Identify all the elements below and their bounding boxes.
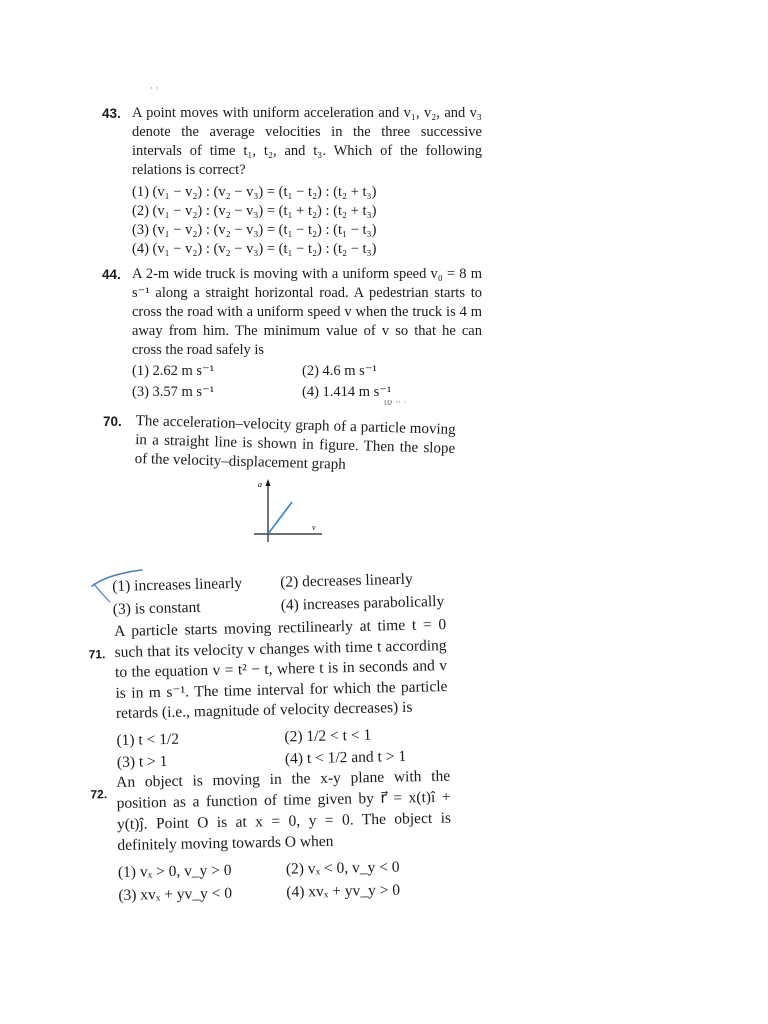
- option-1: (1) t < 1/2: [116, 730, 180, 749]
- question-72: [90, 766, 453, 906]
- question-stem: A 2-m wide truck is moving with a uniform speed v₀ = 8 m s⁻¹ along a straight horizontal road. A pedestrian starts to cross the road with a uniform speed v when the truck is 4 m away from him. The minimum value of v so that he can cross the road safely is: [132, 266, 482, 358]
- options-grid: [132, 362, 482, 402]
- question-stem: The acceleration–velocity graph of a particle moving in a straight line is shown in figure. Then the slope of the velocity–displacement graph: [134, 412, 456, 473]
- question-44: [102, 265, 482, 402]
- option-1: (1) increases linearly: [112, 574, 243, 595]
- options-grid: [112, 568, 453, 620]
- option-2: (2) decreases linearly: [279, 570, 413, 591]
- option-4: (4) xvₓ + yv_y > 0: [286, 881, 401, 901]
- scan-scrap-top: · ·: [150, 84, 159, 94]
- option-2: (2) (v₁ − v₂) : (v₂ − v₃) = (t₁ + t₂) : (t₂ + t₃): [132, 203, 377, 219]
- question-stem: An object is moving in the x-y plane with the position as a function of time given by r⃗ = x(t)î + y(t)ĵ. Point O is at x = 0, y = 0. The object is definitely moving towards O when: [116, 767, 452, 854]
- question-number: 44.: [102, 267, 121, 282]
- option-2: (2) 4.6 m s⁻¹: [302, 363, 377, 379]
- option-3: (3) 3.57 m s⁻¹: [132, 384, 215, 400]
- option-4: (4) 1.414 m s⁻¹: [302, 384, 392, 400]
- question-43: [102, 104, 482, 259]
- question-71: [88, 615, 449, 773]
- x-axis-label: v: [312, 523, 316, 532]
- scan-scrap-right: ιυ ·· ·: [384, 398, 407, 408]
- acceleration-velocity-graph: [250, 476, 330, 546]
- option-1: (1) vₓ > 0, v_y > 0: [117, 861, 232, 881]
- question-number: 43.: [102, 106, 121, 121]
- option-3: (3) is constant: [112, 598, 201, 618]
- question-70: [103, 412, 456, 473]
- option-4: (4) (v₁ − v₂) : (v₂ − v₃) = (t₁ − t₂) : (t₂ − t₃): [132, 241, 377, 257]
- y-axis-label: a: [258, 480, 262, 489]
- option-4: (4) t < 1/2 and t > 1: [284, 747, 407, 768]
- question-number: 72.: [90, 787, 108, 802]
- option-2: (2) vₓ < 0, v_y < 0: [285, 858, 400, 878]
- a-v-line: [268, 502, 292, 534]
- option-2: (2) 1/2 < t < 1: [284, 726, 372, 745]
- question-stem: A particle starts moving rectilinearly at time t = 0 such that its velocity v changes with time t according to the equation v = t² − t, where t is in seconds and v is in m s⁻¹. The time interval for which the particle retards (i.e., magnitude of velocity decreases) is: [114, 616, 448, 722]
- option-3: (3) t > 1: [116, 752, 168, 771]
- option-3: (3) (v₁ − v₂) : (v₂ − v₃) = (t₁ − t₂) : (t₁ − t₃): [132, 222, 377, 238]
- question-70-options: [112, 568, 453, 620]
- option-3: (3) xvₓ + yv_y < 0: [118, 884, 233, 904]
- question-stem: A point moves with uniform acceleration and v₁, v₂, and v₃ denote the average velocities in the three successive intervals of time t₁, t₂, and t₃. Which of the following relations is correct?: [132, 105, 482, 178]
- question-number: 71.: [88, 647, 106, 662]
- option-4: (4) increases parabolically: [280, 592, 445, 614]
- option-1: (1) (v₁ − v₂) : (v₂ − v₃) = (t₁ − t₂) : (t₂ + t₃): [132, 184, 377, 200]
- option-1: (1) 2.62 m s⁻¹: [132, 363, 215, 379]
- options-grid: [118, 856, 453, 906]
- y-axis-arrow: [266, 479, 271, 486]
- options-list: [132, 183, 482, 259]
- question-number: 70.: [103, 414, 122, 429]
